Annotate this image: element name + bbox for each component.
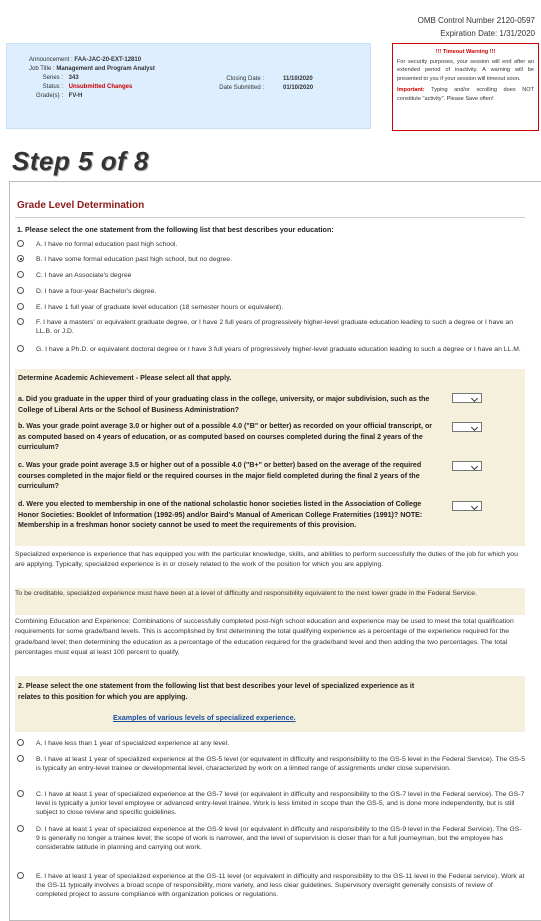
specialized-question-section (15, 676, 525, 732)
date-submitted-value: 01/10/2020 (283, 85, 314, 91)
experience-option-label: D. I have at least 1 year of specialized experience at the GS-9 level (or equivalent in difficulty and responsibility to the GS-9 level in the Federal Service). The GS-9 is generally no longer a trainee level; the scope of work is narrower, and the level of supervision is closer than for a full journeyman, but the employee has considerable latitude in planning and carrying out work. (36, 826, 522, 851)
education-radio-c[interactable] (17, 271, 24, 278)
experience-radio-e[interactable] (17, 872, 24, 879)
academic-question-b: b. Was your grade point average 3.0 or higher out of a possible 4.0 ("B" or better) as recorded on your official transcript, or as computed based on 4 years of education, or as computed based on courses completed during the final 2 years of the curriculum? (18, 422, 433, 452)
closing-date-value: 11/10/2020 (283, 76, 313, 82)
experience-option-d[interactable] (17, 825, 525, 865)
announcement-info-box (6, 43, 371, 129)
academic-achievement-section (15, 369, 525, 546)
academic-select-c[interactable] (452, 461, 482, 471)
education-option-b[interactable] (17, 255, 525, 265)
omb-control-number: OMB Control Number 2120-0597 (417, 16, 535, 25)
announcement-label: Announcement : (29, 57, 73, 63)
education-radio-f[interactable] (17, 318, 24, 325)
specialized-examples-link[interactable]: Examples of various levels of specialized experience. (113, 713, 296, 722)
education-option-label: E. I have 1 full year of graduate level education (18 semester hours or equivalent). (36, 304, 284, 311)
education-option-label: D. I have a four-year Bachelor's degree. (36, 288, 157, 295)
education-radio-g[interactable] (17, 345, 24, 352)
date-submitted-label: Date Submitted : (219, 85, 264, 91)
timeout-warning-title: !!! Timeout Warning !!! (435, 49, 496, 55)
experience-option-label: C. I have at least 1 year of specialized experience at the GS-7 level (or equivalent in difficulty and responsibility to the GS-7 level in the Federal service). The GS-7 level is typically a junior level employee or advanced entry-level trainee. Work is less limited in scope than the GS-5, and is done more independently, but is still subject to close review and specific guidelines. (36, 791, 525, 816)
experience-option-a[interactable] (17, 739, 525, 749)
education-option-d[interactable] (17, 287, 525, 297)
specialized-question: 2. Please select the one statement from the following list that best describes your level of specialized experience as it relates to this position for which you are applying. (18, 682, 415, 701)
education-option-a[interactable] (17, 240, 525, 250)
academic-select-a[interactable] (452, 393, 482, 403)
announcement-value: FAA-JAC-20-EXT-12810 (74, 57, 142, 63)
education-option-label: C. I have an Associate's degree (36, 272, 132, 279)
education-option-f[interactable] (17, 318, 525, 338)
experience-option-b[interactable] (17, 755, 525, 785)
education-radio-e[interactable] (17, 303, 24, 310)
experience-radio-b[interactable] (17, 755, 24, 762)
section-divider (15, 217, 525, 218)
academic-question-a: a. Did you graduate in the upper third of your graduating class in the college, university, or major subdivision, such as the College of Liberal Arts or the School of Business Administration? (18, 395, 430, 414)
experience-radio-d[interactable] (17, 825, 24, 832)
experience-option-label: E. I have at least 1 year of specialized experience at the GS-11 level (or equivalent in difficulty and responsibility to the GS-11 level in the Federal service). Work at the GS-11 typically involves a broad scope of responsibility, more variety, and less clear guidelines. Supervisory oversight generally consists of review of completed project to assure compliance with organization policies or regulations. (36, 873, 525, 898)
education-option-label: F. I have a masters' or equivalent graduate degree, or I have 2 full years of progressively higher-level graduate education leading to such a degree or I have an LL.B. or J.D. (36, 319, 513, 335)
education-option-e[interactable] (17, 303, 525, 313)
combining-education-text: Combining Education and Experience: Combinations of successfully completed post-high school education and experience may be used to meet the total qualification requirements for some grade/band levels. This is accomplished by first determining the total qualifying experience as a percentage of the experience required for the grade/band level; then determining the education as a percentage of the education required for the grade/band level and then adding the two percentages. The total percentages must equal at least 100 percent to qualify. (15, 618, 514, 657)
experience-radio-c[interactable] (17, 790, 24, 797)
education-option-label: A. I have no formal education past high school. (36, 241, 178, 248)
creditable-experience-text: To be creditable, specialized experience must have been at a level of difficulty and responsibility equivalent to the next lower grade in the Federal Service. (15, 588, 525, 615)
education-radio-a[interactable] (17, 240, 24, 247)
education-question: 1. Please select the one statement from the following list that best describes your education: (17, 225, 334, 234)
academic-question-d: d. Were you elected to membership in one of the national scholastic honor societies listed in the Association of College Honor Societies: Booklet of Information (1992-95) and/or Baird's Manual of American College Fraternities (1991)? NOTE: Membership in a freshman honor society cannot be used to meet the requirements of this provision. (18, 500, 423, 530)
education-option-g[interactable] (17, 345, 525, 365)
grades-label: Grade(s) : (35, 93, 63, 99)
academic-select-b[interactable] (452, 422, 482, 432)
closing-date-label: Closing Date : (226, 76, 264, 82)
timeout-warning-body: For security purposes, your session will end after an extended period of inactivity. A warning will be presented to you if your session will timeout soon. (397, 58, 534, 82)
education-option-label: G. I have a Ph.D. or equivalent doctoral degree or I have 3 full years of progressively higher-level graduate education leading to such a degree or I have an LL.M. (36, 346, 521, 353)
education-radio-d[interactable] (17, 287, 24, 294)
experience-option-c[interactable] (17, 790, 525, 820)
experience-option-e[interactable] (17, 872, 525, 912)
specialized-experience-text: Specialized experience is experience that has equipped you with the particular knowledge, skills, and abilities to perform successfully the duties of the job for which you are applying. Typically, specialized experience is in or closely related to the work of the position for which you are applying. (15, 551, 518, 569)
education-option-c[interactable] (17, 271, 525, 281)
important-text: Typing and/or scrolling does NOT constitute "activity". Please Save often! (397, 87, 534, 102)
job-title-value: Management and Program Analyst (56, 66, 155, 72)
status-label: Status : (42, 84, 63, 90)
experience-radio-a[interactable] (17, 739, 24, 746)
step-indicator: Step 5 of 8 (12, 146, 149, 176)
academic-select-d[interactable] (452, 501, 482, 511)
job-title-label: Job Title : (29, 66, 55, 72)
experience-option-label: A. I have less than 1 year of specialized experience at any level. (36, 740, 230, 747)
series-value: 343 (68, 75, 79, 81)
timeout-warning-box (392, 43, 539, 131)
series-label: Series : (42, 75, 63, 81)
omb-info (418, 14, 535, 40)
education-radio-b[interactable] (17, 255, 24, 262)
important-label: Important: (397, 87, 425, 93)
academic-heading: Determine Academic Achievement - Please select all that apply. (18, 374, 232, 382)
section-title: Grade Level Determination (17, 200, 145, 211)
experience-option-label: B. I have at least 1 year of specialized experience at the GS-5 level (or equivalent in difficulty and responsibility to the GS-5 level in the Federal Service). The GS-5 is typically an entry-level trainee or developmental level, characterized by work on a limited range of assignments under close supervision. (36, 756, 526, 772)
grades-value: FV-H (68, 93, 83, 99)
academic-question-c: c. Was your grade point average 3.5 or higher out of a possible 4.0 ("B+" or better) based on the average of the required courses completed in the major field or the required courses in the major field completed during the final 2 years of the curriculum? (18, 461, 422, 491)
status-value: Unsubmitted Changes (68, 84, 133, 90)
timeout-warning-important (397, 86, 534, 103)
omb-expiration-date: Expiration Date: 1/31/2020 (440, 29, 535, 38)
education-option-label: B. I have some formal education past high school, but no degree. (36, 256, 233, 263)
